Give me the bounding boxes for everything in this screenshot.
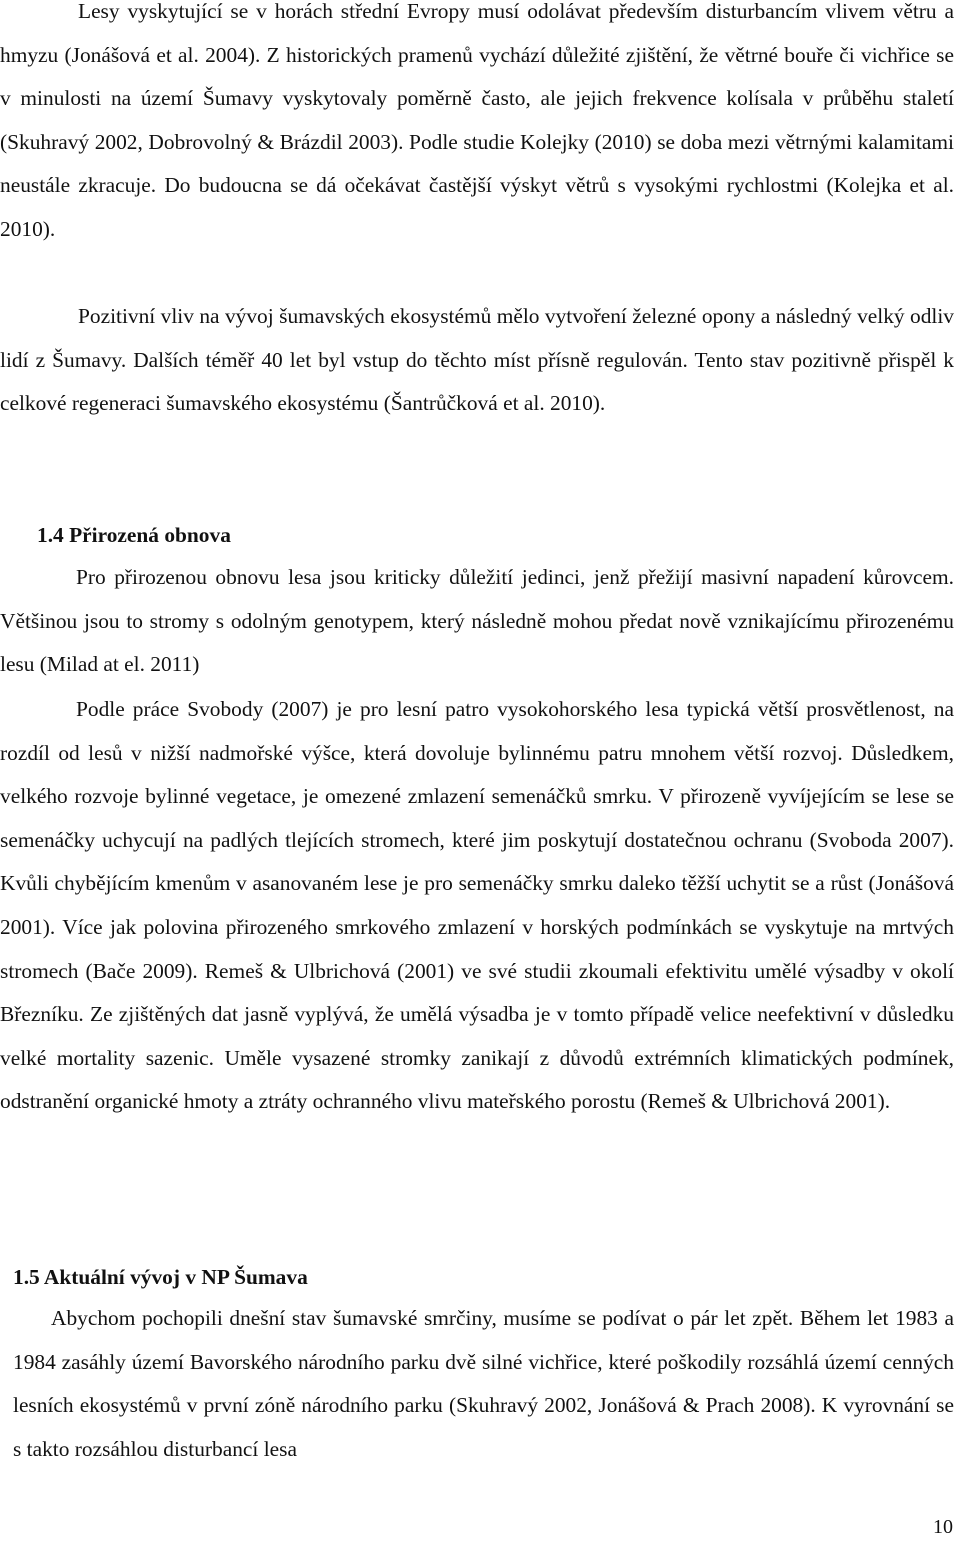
page-number: 10 xyxy=(933,1516,953,1538)
section-heading-natural-regeneration: 1.4 Přirozená obnova xyxy=(37,523,231,547)
paragraph-current-state: Abychom pochopili dnešní stav šumavské smrčiny, musíme se podívat o pár let zpět. Během let 1983 a 1984 zasáhly území Bavorského národního parku dvě silné vichřice, které poškodily rozsáhlá území cenných lesních ekosystémů v první zóně národního parku (Skuhravý 2002, Jonášová & Prach 2008). K vyrovnání se s takto rozsáhlou disturbancí lesa xyxy=(13,1306,954,1461)
paragraph-natural-regeneration: Pro přirozenou obnovu lesa jsou kriticky důležití jedinci, jenž přežijí masivní napadení kůrovcem. Většinou jsou to stromy s odolným genotypem, který následně mohou předat nově vznikajícímu přirozenému lesu (Milad at el. 2011) xyxy=(0,565,954,677)
section-heading-current-development: 1.5 Aktuální vývoj v NP Šumava xyxy=(13,1265,308,1289)
paragraph-disturbances: Lesy vyskytující se v horách střední Evropy musí odolávat především disturbancím vlivem větru a hmyzu (Jonášová et al. 2004). Z historických pramenů vychází důležité zjištění, že větrné bouře či vichřice se v minulosti na území Šumavy vyskytovaly poměrně často, ale jejich frekvence kolísala v průběhu staletí (Skuhravý 2002, Dobrovolný & Brázdil 2003). Podle studie Kolejky (2010) se doba mezi větrnými kalamitami neustále zkracuje. Do budoucna se dá očekávat častější výskyt větrů s vysokými rychlostmi (Kolejka et al. 2010). xyxy=(0,0,954,241)
paragraph-svoboda-study: Podle práce Svobody (2007) je pro lesní patro vysokohorského lesa typická větší prosvětlenost, na rozdíl od lesů v nižší nadmořské výšce, která dovoluje bylinnému patru mnohem větší rozvoj. Důsledkem, velkého rozvoje bylinné vegetace, je omezené zmlazení semenáčků smrku. V přirozeně vyvíjejícím se lese se semenáčky uchycují na padlých tlejících stromech, které jim poskytují dostatečnou ochranu (Svoboda 2007). Kvůli chybějícím kmenům v asanovaném lese je pro semenáčky smrku daleko těžší uchytit se a růst (Jonášová 2001). Více jak polovina přirozeného smrkového zmlazení v horských podmínkách se vyskytuje na mrtvých stromech (Bače 2009). Remeš & Ulbrichová (2001) ve své studii zkoumali efektivitu umělé výsadby v okolí Březníku. Ze zjištěných dat jasně vyplývá, že umělá výsadba je v tomto případě velice neefektivní v důsledku velké mortality sazenic. Uměle vysazené stromky zanikají z důvodů extrémních klimatických podmínek, odstranění organické hmoty a ztráty ochranného vlivu mateřského porostu (Remeš & Ulbrichová 2001). xyxy=(0,697,954,1114)
paragraph-iron-curtain: Pozitivní vliv na vývoj šumavských ekosystémů mělo vytvoření železné opony a následný velký odliv lidí z Šumavy. Dalších téměř 40 let byl vstup do těchto míst přísně regulován. Tento stav pozitivně přispěl k celkové regeneraci šumavského ekosystému (Šantrůčková et al. 2010). xyxy=(0,304,954,416)
